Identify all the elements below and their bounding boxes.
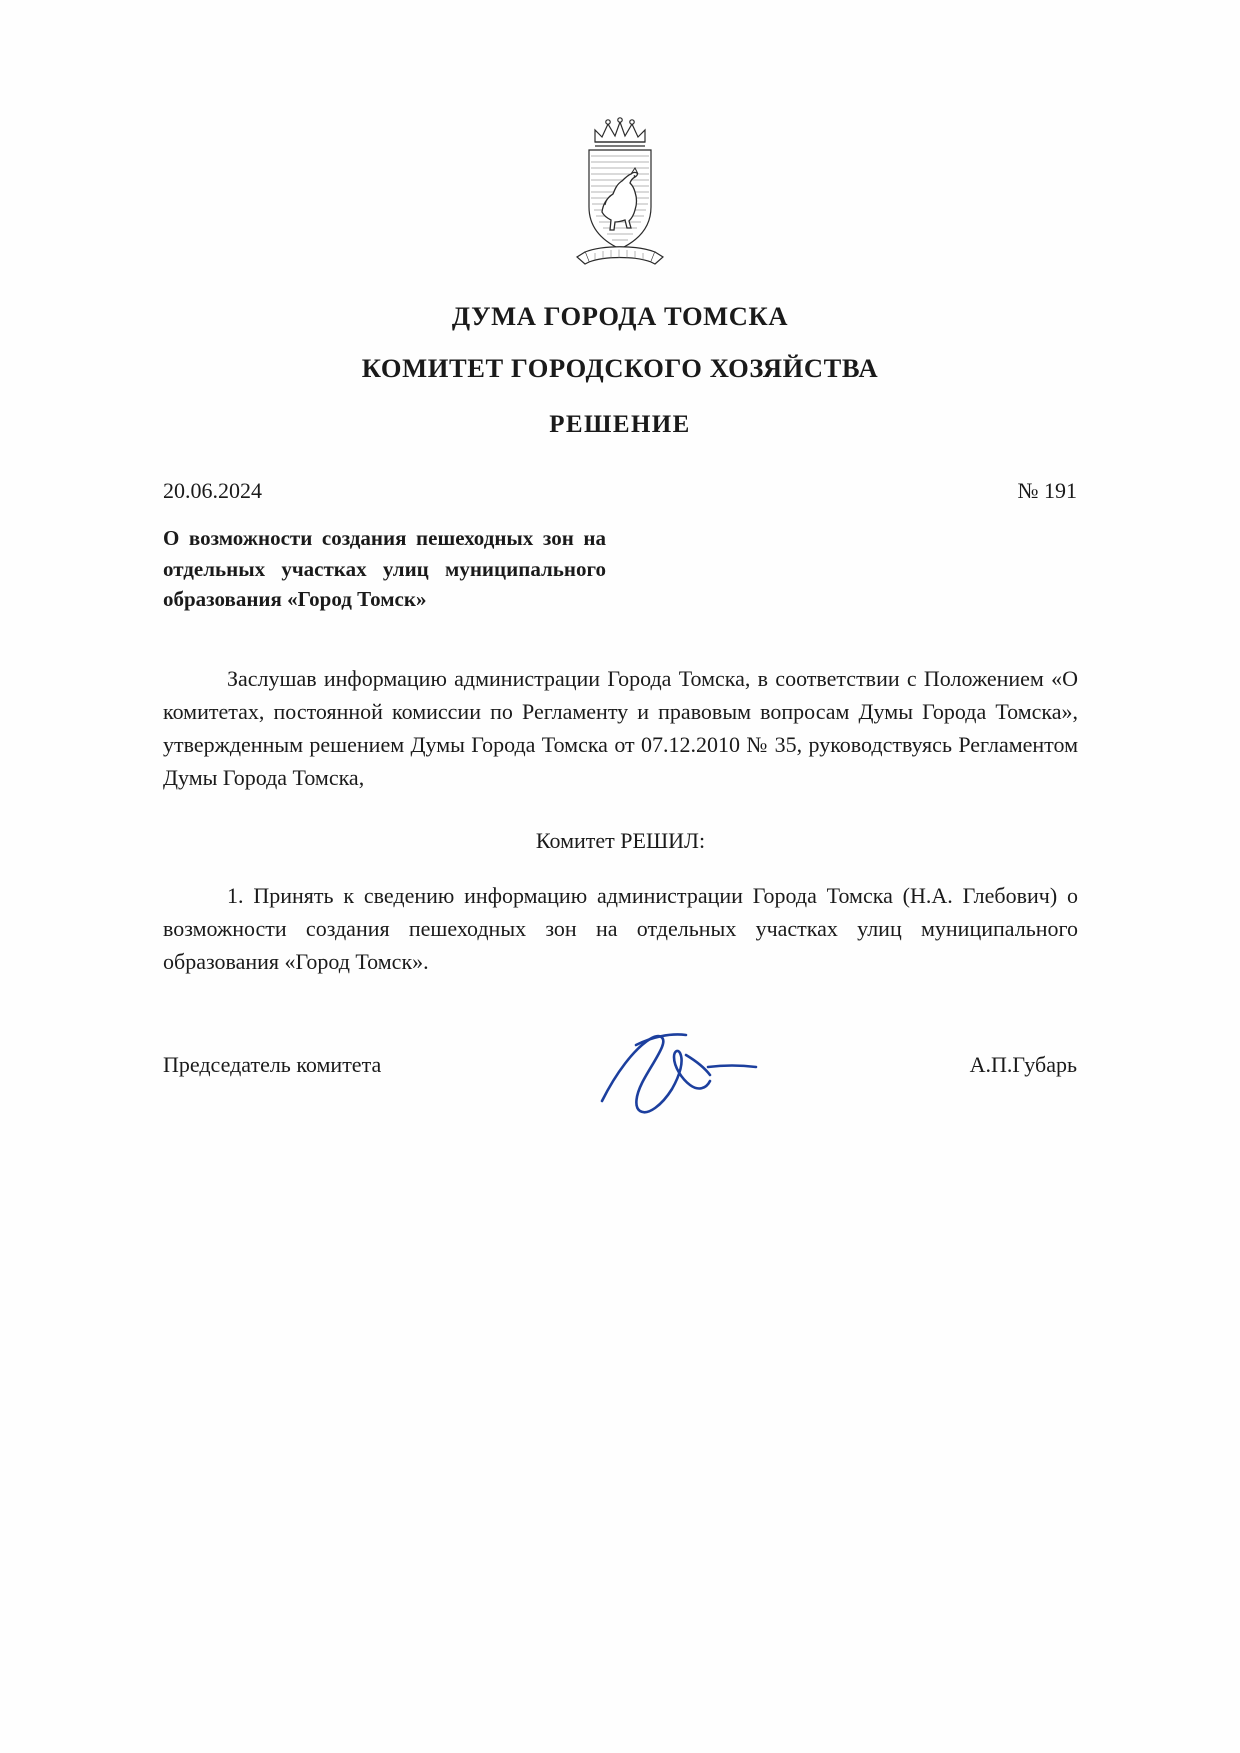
signer-position: Председатель комитета bbox=[163, 1052, 382, 1077]
organization-title: ДУМА ГОРОДА ТОМСКА bbox=[451, 301, 789, 331]
resolution-item-1: 1. Принять к сведению информацию администрации Города Томска (Н.А. Глебович) о возможности создания пешеходных зон на отдельных участках улиц муниципального образования «Город Томск». bbox=[163, 883, 1078, 974]
document-title: О возможности создания пешеходных зон на отдельных участках улиц муниципального образования «Город Томск» bbox=[163, 526, 606, 612]
document-number: № 191 bbox=[1017, 478, 1077, 503]
document-kind: РЕШЕНИЕ bbox=[549, 411, 691, 439]
signature-row bbox=[163, 1052, 1077, 1078]
emblem-container bbox=[0, 112, 1240, 277]
coat-of-arms-tomsk-icon bbox=[555, 112, 685, 277]
document-date: 20.06.2024 bbox=[163, 478, 262, 503]
document-header bbox=[0, 300, 1240, 439]
signer-name: А.П.Губарь bbox=[969, 1052, 1077, 1077]
resolution-lead: Комитет РЕШИЛ: bbox=[535, 828, 706, 853]
preamble-paragraph: Заслушав информацию администрации Города Томска, в соответствии с Положением «О комитетах, постоянной комиссии по Регламенту и правовым вопросам Думы Города Томска», утвержденным решением Думы Города Томска от 07.12.2010 № 35, руководствуясь Регламентом Думы Города Томска, bbox=[163, 666, 1078, 790]
document-meta bbox=[163, 478, 1077, 504]
document-body bbox=[163, 662, 1078, 978]
committee-title: КОМИТЕТ ГОРОДСКОГО ХОЗЯЙСТВА bbox=[361, 353, 879, 384]
